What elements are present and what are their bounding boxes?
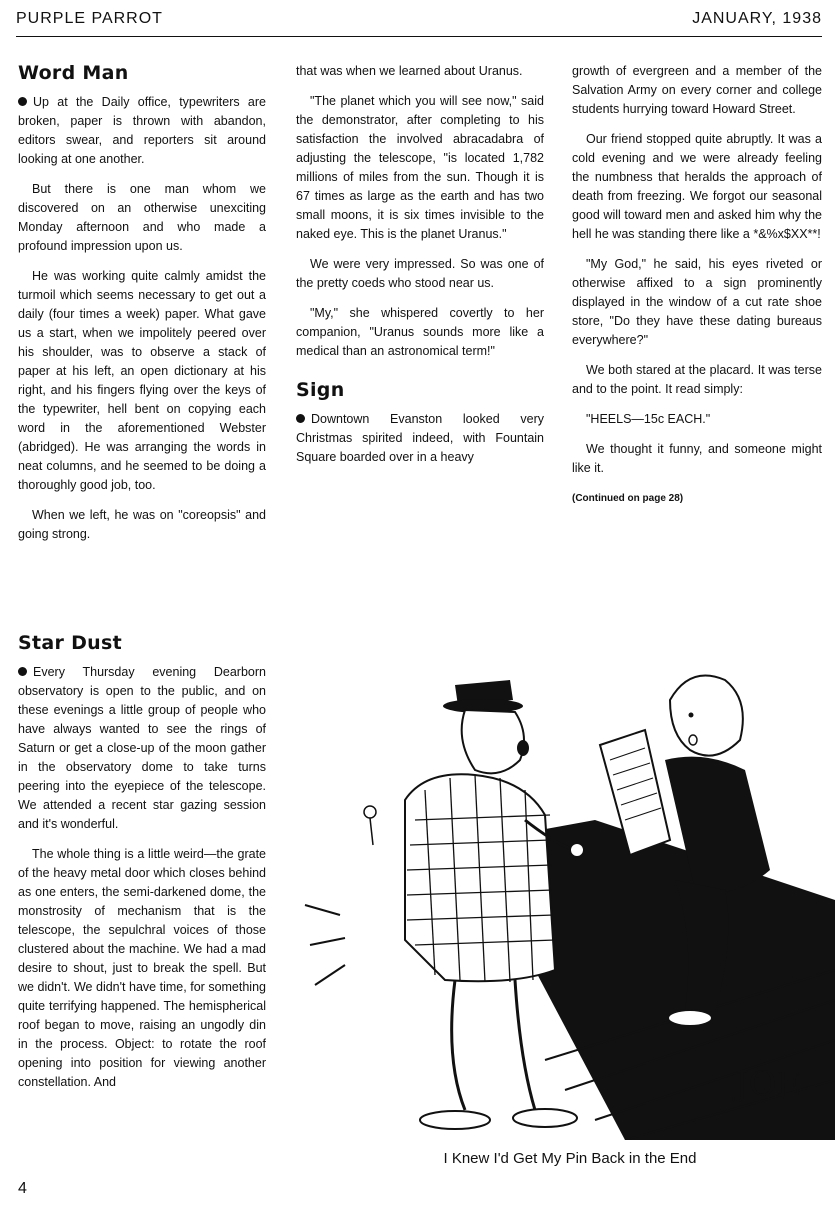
page-number: 4 — [18, 1180, 27, 1197]
page-header — [16, 6, 822, 37]
continued-note: (Continued on page 28) — [572, 493, 684, 504]
sign-paragraph-2: growth of evergreen and a member of the Salvation Army on every corner and college students hurrying toward Howard Street. — [572, 64, 822, 116]
star-dust-title: Star Dust — [18, 632, 122, 654]
sign-paragraph-1: Downtown Evanston looked very Christmas spirited indeed, with Fountain Square boarded over in a heavy — [296, 412, 544, 464]
star-dust-continued-2: "The planet which you will see now," said the demonstrator, after completing to his satisfaction the involved abracadabra of adjusting the telescope, "is located 1,782 millions of miles from the sun. Though it is 67 times as large as the earth and has two small moons, it is six times invisible to the naked eye. This is the planet Uranus." — [296, 94, 544, 241]
sign-paragraph-4: "My God," he said, his eyes riveted or otherwise affixed to a sign prominently displayed in the window of a cut rate shoe store, "Do they have these dating bureaus everywhere?" — [572, 257, 822, 347]
sign-paragraph-3: Our friend stopped quite abruptly. It was a cold evening and we were already feeling the numbness that heralds the approach of death from freezing. We forgot our seasonal good will toward men and asked him why the hell he was standing there like a *&%x$XX**! — [572, 132, 822, 241]
star-dust-paragraph-1: Every Thursday evening Dearborn observatory is open to the public, and on these evenings a little group of people who have always wanted to see the rings of Saturn or get a close-up of the moon gather in the observatory dome to take turns peering into the eyepiece of the telescope. We attended a recent star gazing session and it's wonderful. — [18, 665, 266, 831]
star-dust-article — [18, 634, 266, 1103]
sign-paragraph-7: We thought it funny, and someone might like it. — [572, 442, 822, 475]
word-man-title: Word Man — [18, 62, 129, 84]
issue-date: JANUARY, 1938 — [692, 10, 822, 27]
bullet-icon — [296, 414, 305, 423]
cartoon-illustration — [295, 640, 835, 1140]
sign-title: Sign — [296, 379, 345, 401]
sign-paragraph-5: We both stared at the placard. It was terse and to the point. It read simply: — [572, 363, 822, 396]
cartoon-caption: I Knew I'd Get My Pin Back in the End — [443, 1150, 697, 1167]
bullet-icon — [18, 97, 27, 106]
star-dust-continued-3: We were very impressed. So was one of the pretty coeds who stood near us. — [296, 257, 544, 290]
middle-column — [296, 62, 544, 478]
sign-paragraph-6: "HEELS—15c EACH." — [586, 412, 711, 426]
word-man-paragraph-2: But there is one man whom we discovered on an otherwise unexciting Monday afternoon and who made a profound impression upon us. — [18, 182, 266, 253]
word-man-article — [18, 64, 266, 555]
star-dust-continued-4: "My," she whispered covertly to her companion, "Uranus sounds more like a medical than an astronomical term!" — [296, 306, 544, 358]
magazine-title: PURPLE PARROT — [16, 10, 163, 27]
bullet-icon — [18, 667, 27, 676]
right-column — [572, 62, 822, 519]
word-man-paragraph-1: Up at the Daily office, typewriters are broken, paper is thrown with abandon, editors swear, and reporters sit around looking at one another. — [18, 95, 266, 166]
word-man-paragraph-4: When we left, he was on "coreopsis" and going strong. — [18, 508, 266, 541]
cartoon-signature: JOE — [735, 1064, 802, 1104]
star-dust-paragraph-2: The whole thing is a little weird—the grate of the heavy metal door which closes behind as one enters, the semi-darkened dome, the monstrosity of mechanism that is the telescope, the sepulchral voices of those clustered about the machine. We had a mad desire to shout, just to break the spell. But we didn't. We didn't have time, for something quite terrifying happened. The hemispherical roof began to move, raising an ungodly din in the process. Object: to rotate the roof opening into position for viewing another constellation. And — [18, 847, 266, 1089]
star-dust-continued-1: that was when we learned about Uranus. — [296, 64, 523, 78]
word-man-paragraph-3: He was working quite calmly amidst the turmoil which seems necessary to get out a daily (four times a week) paper. What gave us a start, when we impolitely peered over his shoulder, was to observe a stack of paper at his left, an open dictionary at his right, and his fingers flying over the keys of the typewriter, hell bent on copying each word in the aforementioned Webster (abridged). He was arranging the words in neat columns, and he seemed to be doing a thoroughly good job, too. — [18, 269, 266, 492]
